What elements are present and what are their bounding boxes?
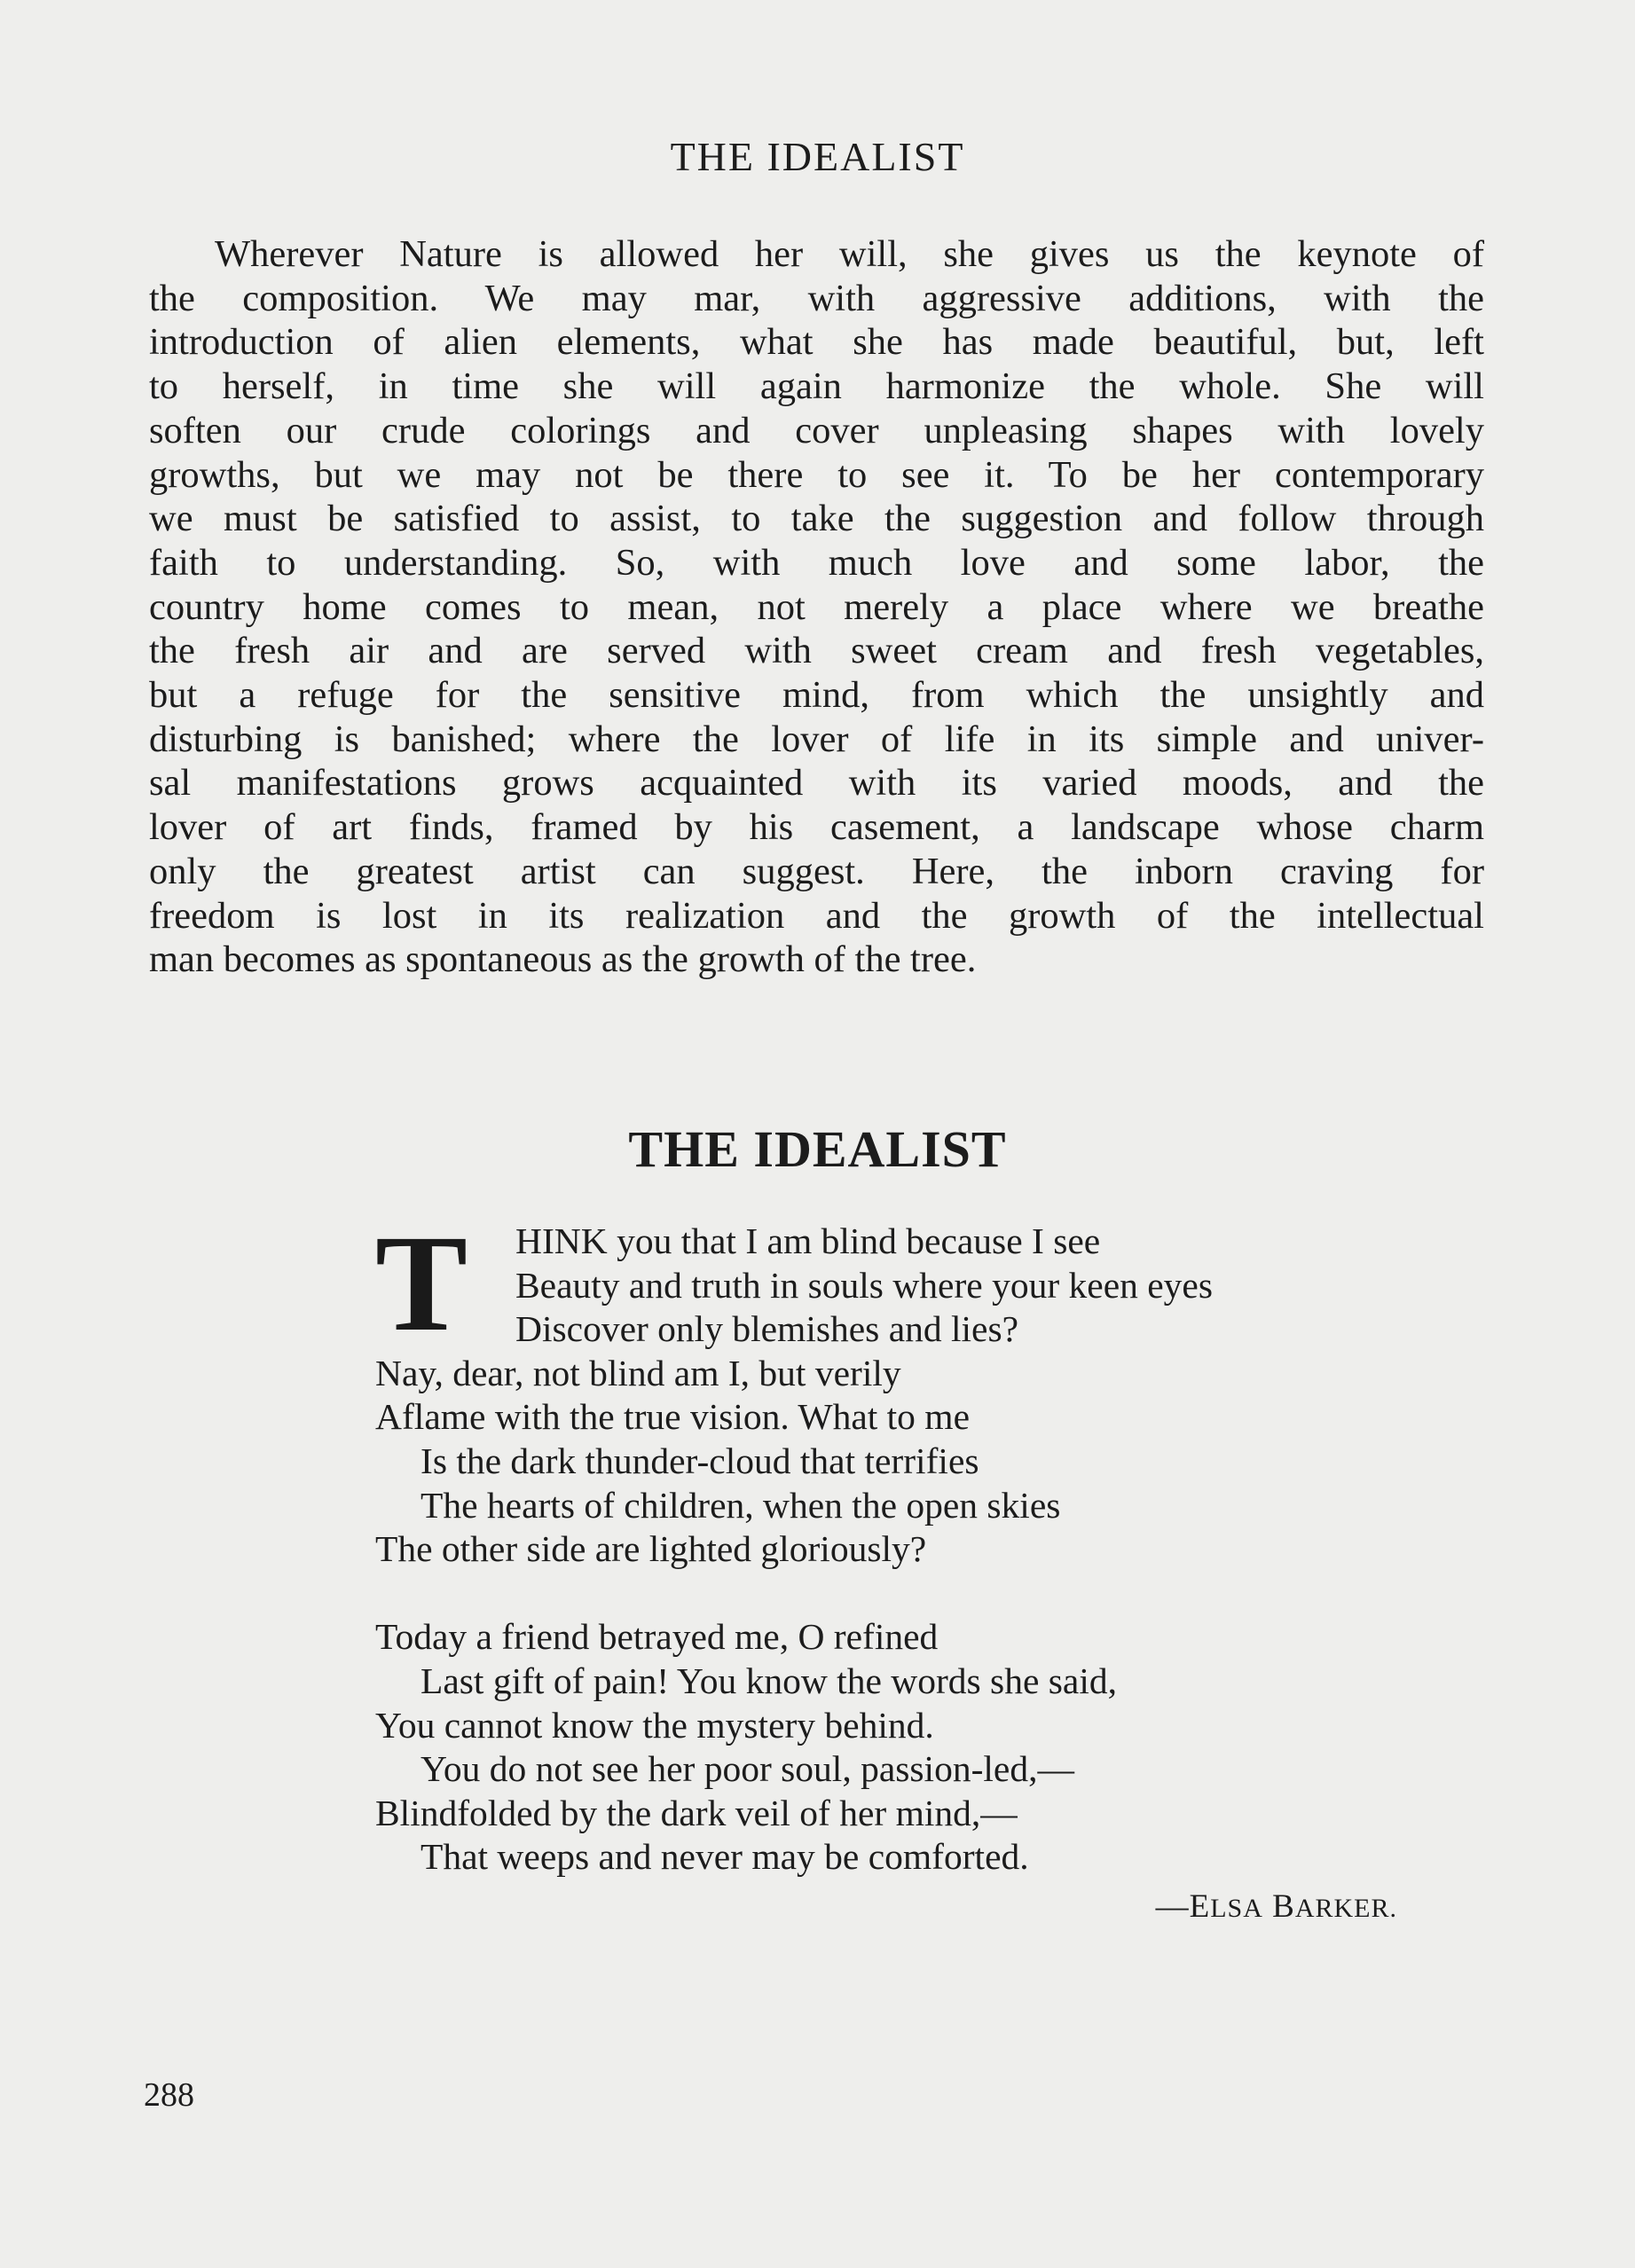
paragraph-line: Wherever Nature is allowed her will, she gives us the keynote of — [215, 233, 1484, 275]
running-head: THE IDEALIST — [670, 134, 965, 179]
poem-first-line: HINK you that I am blind because I see — [515, 1220, 1101, 1261]
paragraph-line: disturbing is banished; where the lover of life in its simple and univer- — [149, 718, 1484, 760]
signature-smallcaps: LSA — [1210, 1894, 1263, 1923]
poem-line: Last gift of pain! You know the words she said, — [421, 1660, 1117, 1701]
paragraph-line: the composition. We may mar, with aggressive additions, with the — [149, 277, 1484, 319]
paragraph-line: growths, but we may not be there to see it. To be her contemporary — [149, 453, 1484, 496]
poem-line: Discover only blemishes and lies? — [515, 1308, 1019, 1350]
paragraph-line: soften our crude colorings and cover unpleasing shapes with lovely — [149, 409, 1484, 451]
paragraph-line: sal manifestations grows acquainted with its varied moods, and the — [149, 762, 1484, 804]
paragraph-line: lover of art finds, framed by his casement, a landscape whose charm — [149, 806, 1484, 849]
paragraph-line: only the greatest artist can suggest. Here, the inborn craving for — [149, 850, 1484, 892]
paragraph-line: freedom is lost in its realization and the growth of the intellectual — [149, 894, 1484, 937]
poem-line: You cannot know the mystery behind. — [375, 1704, 934, 1746]
paragraph-line: faith to understanding. So, with much love and some labor, the — [149, 541, 1484, 584]
paragraph-line: we must be satisfied to assist, to take the suggestion and follow through — [149, 498, 1484, 540]
signature-initial: B — [1272, 1888, 1295, 1925]
poem-line: Nay, dear, not blind am I, but verily — [375, 1352, 901, 1393]
poem-line: That weeps and never may be comforted. — [421, 1836, 1029, 1878]
page-number: 288 — [144, 2076, 194, 2114]
poem-body — [375, 1206, 1493, 1880]
poem-line — [375, 1220, 1493, 1264]
signature-smallcaps: ARKER. — [1294, 1894, 1397, 1923]
drop-cap: T — [375, 1206, 468, 1360]
poem-line: Aflame with the true vision. What to me — [375, 1396, 970, 1438]
paragraph-line: the fresh air and are served with sweet cream and fresh vegetables, — [149, 630, 1484, 672]
poem-line: Blindfolded by the dark veil of her mind,— — [375, 1792, 1018, 1833]
essay-paragraph — [149, 232, 1484, 982]
poem-line: Beauty and truth in souls where your keen eyes — [515, 1264, 1213, 1306]
paragraph-line: man becomes as spontaneous as the growth of the tree. — [149, 938, 977, 981]
paragraph-line: to herself, in time she will again harmonize the whole. She will — [149, 365, 1484, 408]
author-signature — [1156, 1887, 1397, 1926]
poem-title: THE IDEALIST — [628, 1120, 1007, 1178]
signature-initial: E — [1189, 1888, 1211, 1925]
paragraph-line: but a refuge for the sensitive mind, from which the unsightly and — [149, 674, 1484, 717]
poem-line: You do not see her poor soul, passion-led,— — [421, 1748, 1074, 1790]
signature-dash: — — [1155, 1888, 1190, 1925]
poem-line: The other side are lighted gloriously? — [375, 1528, 927, 1570]
poem-line: Today a friend betrayed me, O refined — [375, 1616, 939, 1658]
poem-line: Is the dark thunder-cloud that terrifies — [421, 1440, 979, 1481]
poem-line: The hearts of children, when the open skies — [421, 1484, 1061, 1526]
paragraph-line: country home comes to mean, not merely a place where we breathe — [149, 585, 1484, 628]
paragraph-line: introduction of alien elements, what she has made beautiful, but, left — [149, 321, 1484, 364]
stanza-break — [375, 1572, 1493, 1616]
